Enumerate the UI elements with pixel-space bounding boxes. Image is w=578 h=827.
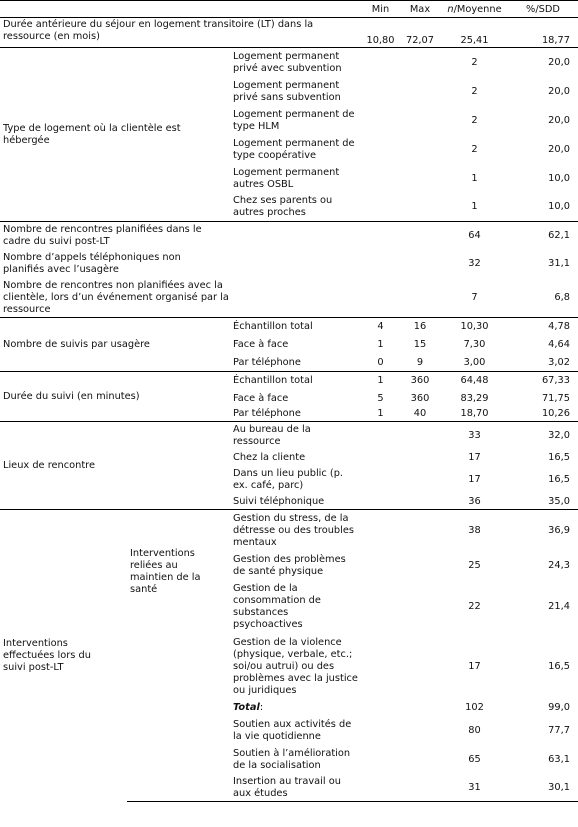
cell-min: 4 bbox=[362, 318, 399, 336]
cell-min bbox=[362, 450, 399, 466]
row-duree-anterieure bbox=[0, 18, 578, 48]
cell-pct: 16,5 bbox=[548, 661, 570, 672]
cell-n: 10,30 bbox=[441, 318, 508, 336]
cell-pct: 18,77 bbox=[541, 35, 570, 46]
group-blank bbox=[127, 716, 230, 745]
cell-pct: 3,02 bbox=[548, 356, 570, 368]
cell-n: 7 bbox=[471, 291, 478, 303]
cell-pct: 20,0 bbox=[548, 143, 570, 155]
cell-min bbox=[362, 466, 399, 494]
row-nombre-suivis bbox=[0, 318, 578, 336]
cell-max bbox=[399, 466, 441, 494]
cell-pct: 30,1 bbox=[508, 774, 578, 802]
sub-label: Dans un lieu public (p. ex. café, parc) bbox=[233, 468, 344, 491]
cell-max bbox=[399, 745, 441, 774]
cell-n: 7,30 bbox=[463, 339, 486, 350]
sub-label: Au bureau de la ressource bbox=[230, 422, 362, 450]
cell-n: 1 bbox=[471, 172, 478, 184]
cell-min bbox=[362, 716, 399, 745]
cell-n: 22 bbox=[468, 601, 481, 612]
cell-n: 65 bbox=[468, 753, 481, 765]
cell-max bbox=[399, 634, 441, 700]
header-n-moyenne bbox=[441, 1, 508, 18]
sub-label: Face à face bbox=[233, 392, 289, 404]
row-rencontres-non-planifiees bbox=[0, 278, 578, 318]
row-label bbox=[0, 278, 362, 318]
cell-n: 2 bbox=[471, 143, 478, 155]
label-wrap: Nombre de rencontres non planifiées avec la clientèle, lors d’un événement organisé par la ressource bbox=[3, 279, 229, 315]
cell-min bbox=[362, 250, 399, 278]
cell-pct: 20,0 bbox=[548, 114, 570, 126]
cell-max: 9 bbox=[416, 356, 424, 368]
group-label-wrap: Interventions reliées au maintien de la santé bbox=[130, 548, 201, 595]
row-label bbox=[0, 222, 362, 250]
cell-min: 0 bbox=[377, 356, 384, 368]
sub-label: Soutien à l’amélioration de la socialisation bbox=[233, 747, 351, 771]
header-blank bbox=[0, 1, 362, 18]
row-type-logement bbox=[0, 48, 578, 77]
cell-pct: 32,0 bbox=[508, 422, 578, 450]
sub-label: Par téléphone bbox=[233, 408, 301, 420]
cell-pct: 99,0 bbox=[548, 702, 570, 713]
cell-pct: 24,3 bbox=[548, 560, 570, 571]
cell-pct: 67,33 bbox=[508, 372, 578, 390]
cell-min bbox=[362, 278, 399, 318]
sub-label: Échantillon total bbox=[230, 372, 362, 390]
sub-label: Par téléphone bbox=[233, 356, 301, 368]
cell-n: 2 bbox=[471, 85, 478, 97]
cell-pct: 62,1 bbox=[508, 222, 578, 250]
cell-max bbox=[399, 48, 441, 77]
cell-max bbox=[399, 106, 441, 135]
cell-n: 80 bbox=[468, 724, 481, 736]
cell-n: 25,41 bbox=[460, 35, 489, 46]
cell-max bbox=[399, 552, 441, 580]
sub-label: Logement permanent autres OSBL bbox=[233, 166, 340, 190]
sub-label: Logement permanent privé sans subvention bbox=[233, 79, 341, 103]
cell-max bbox=[399, 193, 441, 222]
cell-max: 15 bbox=[413, 339, 427, 350]
cell-max bbox=[399, 494, 441, 510]
cell-pct: 10,0 bbox=[548, 172, 570, 184]
label-wrap: Nombre d’appels téléphoniques non planifiés avec l’usagère bbox=[3, 252, 181, 275]
cell-n: 25 bbox=[468, 560, 481, 571]
cell-n: 3,00 bbox=[463, 356, 486, 368]
cell-min: 5 bbox=[377, 392, 384, 404]
cell-max bbox=[399, 422, 441, 450]
cell-pct: 10,26 bbox=[541, 408, 570, 420]
row-label bbox=[0, 510, 127, 802]
cell-pct: 4,64 bbox=[548, 339, 570, 350]
cell-max: 360 bbox=[399, 372, 441, 390]
cell-pct: 31,1 bbox=[548, 258, 570, 269]
cell-min bbox=[362, 510, 399, 552]
sub-label: Chez ses parents ou autres proches bbox=[233, 195, 333, 219]
header-pct-sdd: %/SDD bbox=[508, 1, 578, 18]
group-label bbox=[127, 510, 230, 716]
cell-pct: 20,0 bbox=[548, 85, 570, 97]
cell-min bbox=[362, 193, 399, 222]
group-blank bbox=[127, 745, 230, 774]
cell-n: 1 bbox=[471, 201, 478, 213]
header-moyenne: /Moyenne bbox=[453, 3, 502, 15]
cell-max bbox=[399, 510, 441, 552]
cell-n: 18,70 bbox=[460, 408, 489, 420]
cell-pct: 10,0 bbox=[548, 201, 570, 213]
row-duree-suivi bbox=[0, 372, 578, 390]
sub-label: Logement permanent de type coopérative bbox=[233, 137, 355, 161]
cell-min bbox=[362, 552, 399, 580]
cell-pct: 6,8 bbox=[554, 291, 570, 303]
row-label: Durée antérieure du séjour en logement transitoire (LT) dans la ressource (en mois) bbox=[3, 19, 314, 42]
sub-label: Logement permanent de type HLM bbox=[233, 108, 355, 132]
cell-min bbox=[362, 422, 399, 450]
cell-max bbox=[399, 135, 441, 164]
row-label: Durée du suivi (en minutes) bbox=[0, 372, 230, 422]
cell-pct: 4,78 bbox=[508, 318, 578, 336]
cell-min bbox=[362, 164, 399, 193]
sub-label: Insertion au travail ou aux études bbox=[230, 774, 362, 802]
cell-min bbox=[362, 745, 399, 774]
cell-n: 17 bbox=[468, 661, 481, 672]
cell-pct: 63,1 bbox=[548, 753, 570, 765]
cell-pct: 20,0 bbox=[508, 48, 578, 77]
sub-label: Gestion de la violence (physique, verbale, etc.; soi/ou autrui) ou des problèmes avec la justice ou juridiques bbox=[233, 637, 358, 696]
cell-min: 1 bbox=[377, 339, 384, 350]
cell-n: 33 bbox=[441, 422, 508, 450]
cell-max bbox=[399, 716, 441, 745]
cell-min bbox=[362, 774, 399, 802]
row-appels-non-planifies bbox=[0, 250, 578, 278]
total-label bbox=[230, 700, 362, 716]
cell-min bbox=[362, 222, 399, 250]
cell-min bbox=[362, 106, 399, 135]
cell-n: 36 bbox=[468, 495, 481, 507]
sub-label: Soutien aux activités de la vie quotidienne bbox=[233, 718, 352, 742]
header-max: Max bbox=[399, 1, 441, 18]
sub-label: Gestion de la consommation de substances psychoactives bbox=[233, 583, 321, 630]
cell-n: 2 bbox=[471, 114, 478, 126]
cell-max bbox=[399, 700, 441, 716]
sub-label: Logement permanent privé avec subvention bbox=[230, 48, 362, 77]
sub-label: Gestion des problèmes de santé physique bbox=[233, 554, 346, 577]
cell-pct: 77,7 bbox=[548, 724, 570, 736]
cell-max: 16 bbox=[399, 318, 441, 336]
sub-label: Gestion du stress, de la détresse ou des troubles mentaux bbox=[230, 510, 362, 552]
cell-n: 2 bbox=[441, 48, 508, 77]
cell-n: 38 bbox=[441, 510, 508, 552]
header-min: Min bbox=[362, 1, 399, 18]
sub-label: Chez la cliente bbox=[233, 452, 306, 463]
cell-min bbox=[362, 135, 399, 164]
cell-n: 17 bbox=[468, 452, 481, 463]
row-label: Nombre de suivis par usagère bbox=[0, 318, 230, 372]
group-blank bbox=[127, 774, 230, 802]
cell-pct: 16,5 bbox=[548, 474, 570, 485]
header-n: n bbox=[447, 3, 454, 15]
cell-max bbox=[399, 580, 441, 634]
label-wrap: Nombre de rencontres planifiées dans le cadre du suivi post-LT bbox=[3, 224, 202, 248]
sub-label: Face à face bbox=[233, 339, 289, 350]
total-colon: : bbox=[259, 702, 264, 713]
header-row bbox=[0, 1, 578, 18]
cell-max bbox=[399, 450, 441, 466]
row-rencontres-planifiees bbox=[0, 222, 578, 250]
label-wrap: Interventions effectuées lors du suivi post-LT bbox=[3, 638, 91, 674]
cell-n: 32 bbox=[468, 258, 481, 269]
cell-n: 64 bbox=[441, 222, 508, 250]
cell-max bbox=[399, 774, 441, 802]
cell-min bbox=[362, 494, 399, 510]
row-lieux bbox=[0, 422, 578, 450]
cell-n: 83,29 bbox=[460, 392, 489, 404]
cell-min: 1 bbox=[377, 408, 384, 420]
cell-min: 10,80 bbox=[366, 35, 395, 46]
cell-min bbox=[362, 700, 399, 716]
cell-max bbox=[399, 250, 441, 278]
cell-pct: 71,75 bbox=[541, 392, 570, 404]
cell-max: 360 bbox=[410, 392, 430, 404]
row-label bbox=[0, 250, 362, 278]
row-label: Type de logement où la clientèle est hébergée bbox=[0, 48, 230, 222]
sub-label: Échantillon total bbox=[230, 318, 362, 336]
cell-n: 64,48 bbox=[441, 372, 508, 390]
cell-max: 40 bbox=[413, 408, 427, 420]
cell-n: 31 bbox=[441, 774, 508, 802]
cell-max bbox=[399, 278, 441, 318]
cell-min: 1 bbox=[362, 372, 399, 390]
cell-min bbox=[362, 48, 399, 77]
cell-max bbox=[399, 222, 441, 250]
total-text: Total bbox=[233, 702, 260, 713]
cell-max bbox=[399, 164, 441, 193]
row-interventions bbox=[0, 510, 578, 552]
cell-n: 17 bbox=[468, 474, 481, 485]
cell-n: 102 bbox=[465, 702, 484, 713]
cell-max bbox=[399, 77, 441, 106]
sub-label: Suivi téléphonique bbox=[233, 495, 325, 507]
cell-pct: 36,9 bbox=[508, 510, 578, 552]
cell-pct: 35,0 bbox=[548, 495, 570, 507]
cell-pct: 16,5 bbox=[548, 452, 570, 463]
cell-max: 72,07 bbox=[405, 35, 435, 46]
cell-min bbox=[362, 634, 399, 700]
cell-min bbox=[362, 580, 399, 634]
cell-pct: 21,4 bbox=[548, 601, 570, 612]
cell-min bbox=[362, 77, 399, 106]
row-label: Lieux de rencontre bbox=[0, 422, 230, 510]
